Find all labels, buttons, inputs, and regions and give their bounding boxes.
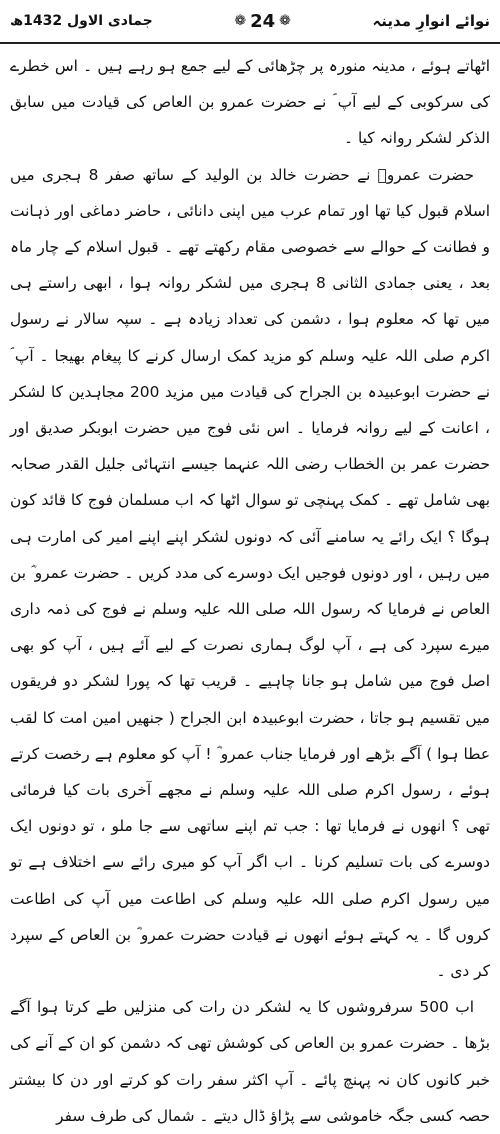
ornament-icon: ❁ [279,13,291,29]
ornament-icon: ❁ [234,13,247,29]
magazine-title: نوائے انوارِ مدینہ [372,12,490,30]
paragraph: اب 500 سرفروشوں کا یہ لشکر دن رات کی منزلیں طے کرتا ہوا آگے بڑھا ۔ حضرت عمرو بن العاص کی کوشش تھی کہ دشمن کو ان کے آنے کی خبر کانوں کان نہ پہنچ پائے ۔ آپ اکثر سفر رات کو کرتے اور دن کا بیشتر حصہ کسی جگہ خاموشی سے پڑاؤ ڈال دیتے ۔ شمال کی طرف سفر [10,998,490,1125]
page-number-block [234,11,291,32]
page-header [0,0,500,44]
paragraph: اٹھاتے ہوئے ، مدینہ منورہ پر چڑھائی کے لیے جمع ہو رہے ہیں ۔ اس خطرے کی سرکوبی کے لیے آپ ؐ نے حضرت عمرو بن العاص کی قیادت میں سابق الذکر لشکر روانہ کیا ۔ [10,57,490,148]
paragraph: حضرت عمروؓ نے حضرت خالد بن الولید کے ساتھ صفر 8 ہجری میں اسلام قبول کیا تھا اور تمام عرب میں اپنی دانائی ، حاضر دماغی اور ذہانت و فطانت کے حوالے سے خصوصی مقام رکھتے تھے ۔ قبول اسلام کے چار ماہ بعد ، یعنی جمادی الثانی 8 ہجری میں لشکر روانہ ہوا ، ابھی راستے ہی میں تھا کہ معلوم ہوا ، دشمن کی تعداد زیادہ ہے ۔ سپہ سالار نے رسول اکرم صلی اللہ علیہ وسلم کو مزید کمک ارسال کرنے کا پیغام بھیجا ۔ آپ ؐ نے حضرت ابوعبیدہ بن الجراح کی قیادت میں مزید 200 مجاہدین کا لشکر ، اعانت کے لیے روانہ فرمایا ۔ اس نئی فوج میں حضرت ابوبکر صدیق اور حضرت عمر بن الخطاب رضی اللہ عنہما جیسے انتہائی جلیل القدر صحابہ بھی شامل تھے ۔ کمک پہنچی تو سوال اٹھا کہ اب مسلمان فوج کا قائد کون ہوگا ؟ ایک رائے یہ سامنے آئی کہ دونوں لشکر اپنے اپنے امیر کی امارت ہی میں رہیں ، اور دونوں فوجیں ایک دوسرے کی مدد کریں ۔ حضرت عمرو ؓ بن العاص نے فرمایا کہ رسول اللہ صلی اللہ علیہ وسلم نے فوج کی ذمہ داری میرے سپرد کی ہے ، آپ لوگ ہماری نصرت کے لیے آئے ہیں ، آپ کو بھی اصل فوج میں شامل ہو جانا چاہیے ۔ قریب تھا کہ پورا لشکر دو فریقوں میں تقسیم ہو جاتا ، حضرت ابوعبیدہ ابن الجراح ( جنھیں امین امت کا لقب عطا ہوا ) آگے بڑھے اور فرمایا جناب عمرو ؓ ! آپ کو معلوم ہے رخصت کرتے ہوئے ، رسول اکرم صلی اللہ علیہ وسلم نے مجھے آخری بات کیا فرمائی تھی ؟ انھوں نے فرمایا تھا : جب تم اپنے ساتھی سے جا ملو ، تو دونوں ایک دوسرے کی بات تسلیم کرنا ۔ اب اگر آپ کو میری رائے سے اختلاف ہے تو میں رسول اکرم صلی اللہ علیہ وسلم کی اطاعت میں آپ کی اطاعت کروں گا ۔ یہ کہتے ہوئے انھوں نے قیادت حضرت عمرو ؓ بن العاص کے سپرد کر دی ۔ [10,165,490,981]
article-body [10,48,490,1125]
issue-date: جمادی الاول 1432ھ [10,13,153,29]
page-number: 24 [250,10,276,32]
